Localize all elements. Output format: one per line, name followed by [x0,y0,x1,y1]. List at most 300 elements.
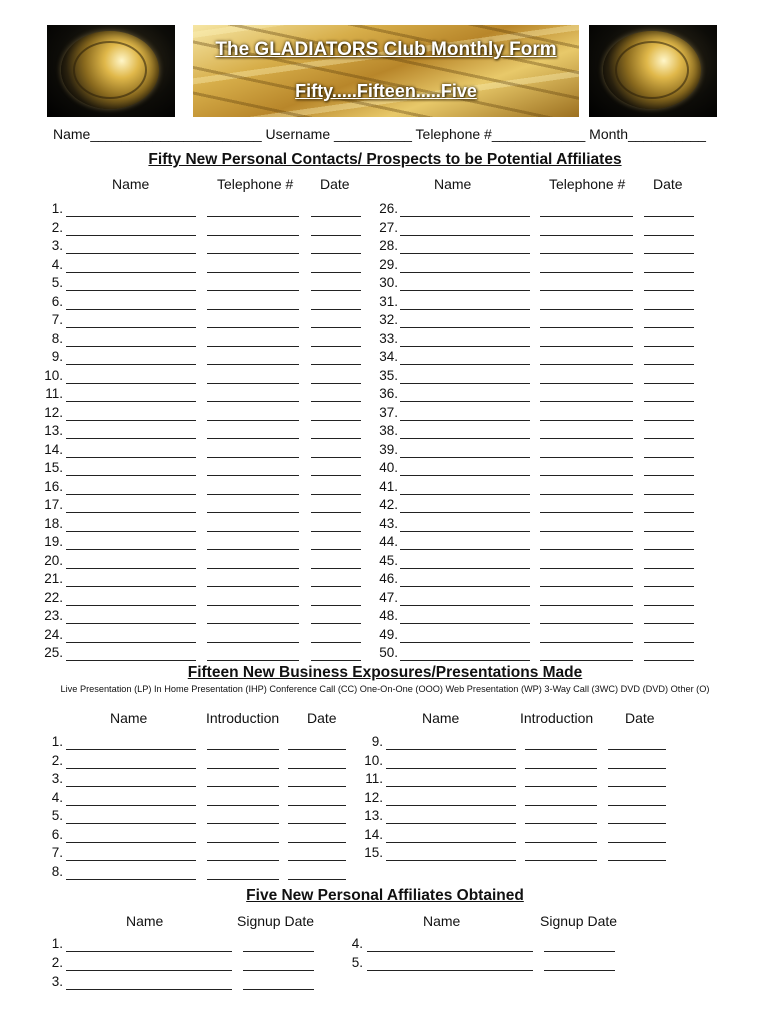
contact-row-blank-name[interactable] [66,531,196,532]
contact-row-blank-second[interactable] [207,216,299,217]
exposure-row-blank-third[interactable] [608,823,666,824]
exposure-row-blank-name[interactable] [66,749,196,750]
contact-row-blank-name[interactable] [400,605,530,606]
contact-row-blank-third[interactable] [311,568,361,569]
contact-row-number: 47. [379,589,398,605]
contact-row-number: 28. [379,238,398,253]
contact-row-blank-second[interactable] [540,549,633,550]
contact-row-blank-name[interactable] [400,346,530,347]
contact-row-blank-name[interactable] [400,290,530,291]
contact-row-blank-third[interactable] [311,586,361,587]
affiliates-title: Five New Personal Affiliates Obtained [246,887,524,904]
exposure-row-number: 15. [364,845,383,860]
contact-row-blank-third[interactable] [311,642,361,643]
contact-row-number: 4. [51,256,63,272]
contact-row-blank-third[interactable] [311,420,361,421]
contact-row-blank-third[interactable] [644,364,694,365]
contact-row-blank-name[interactable] [400,549,530,550]
contact-row-blank-second[interactable] [207,512,299,513]
contact-row-blank-third[interactable] [644,401,694,402]
contact-row-blank-third[interactable] [644,660,694,661]
contact-row-blank-second[interactable] [207,586,299,587]
contact-row-blank-second[interactable] [207,346,299,347]
contact-row-blank-name[interactable] [66,512,196,513]
contact-row-blank-second[interactable] [540,235,633,236]
contact-row-number: 34. [379,349,398,364]
contact-row-blank-name[interactable] [66,420,196,421]
contact-row-blank-second[interactable] [540,586,633,587]
exposure-row-blank-third[interactable] [608,805,666,806]
affiliate-row-blank-second[interactable] [243,989,314,990]
contact-row-number: 33. [379,330,398,346]
affiliate-row-number: 5. [351,955,363,970]
contact-row-blank-second[interactable] [207,272,299,273]
exposure-row-blank-second[interactable] [525,749,597,750]
exposure-row-blank-name[interactable] [386,860,516,861]
contact-row-blank-name[interactable] [400,586,530,587]
contact-row-blank-second[interactable] [540,494,633,495]
contact-row-blank-name[interactable] [400,364,530,365]
affiliates-col-name-right: Name [423,913,461,929]
contact-row-blank-third[interactable] [644,327,694,328]
contact-row-number: 10. [44,367,63,383]
affiliate-row-blank-second[interactable] [544,970,615,971]
exposure-row-blank-third[interactable] [608,786,666,787]
contact-row-blank-name[interactable] [66,216,196,217]
contact-row-number: 25. [44,645,63,660]
affiliate-row-blank-name[interactable] [367,970,533,971]
exposure-row-blank-second[interactable] [207,786,279,787]
contact-row-number: 6. [51,293,63,309]
contact-row-blank-second[interactable] [207,420,299,421]
contact-row-blank-name[interactable] [66,605,196,606]
contact-row-blank-name[interactable] [66,253,196,254]
contact-row-blank-third[interactable] [311,660,361,661]
contact-row-blank-name[interactable] [400,272,530,273]
contact-row-blank-second[interactable] [207,401,299,402]
contact-row-blank-third[interactable] [311,383,361,384]
contact-row-blank-second[interactable] [207,290,299,291]
exposure-row-number: 8. [51,863,63,879]
exposure-legend: Live Presentation (LP) In Home Presentation (IHP) Conference Call (CC) One-On-One (OOO) Web Presentation (WP) 3-Way Call (3WC) DVD (DVD) Other (O) [60,684,710,694]
exposure-row-blank-third[interactable] [288,786,346,787]
contact-row-blank-second[interactable] [540,364,633,365]
form-title: The GLADIATORS Club Monthly Form [215,39,557,60]
contact-row-blank-second[interactable] [207,327,299,328]
contact-row-blank-third[interactable] [644,216,694,217]
contact-row-blank-third[interactable] [644,586,694,587]
affiliates-col-date-left: Signup Date [237,913,315,929]
exposure-row-blank-name[interactable] [386,823,516,824]
exposure-row-blank-second[interactable] [207,823,279,824]
contact-row-blank-name[interactable] [66,346,196,347]
contact-row-blank-third[interactable] [311,475,361,476]
contact-row-blank-third[interactable] [644,568,694,569]
contact-row-blank-second[interactable] [540,568,633,569]
contact-row-number: 7. [51,312,63,327]
contact-row-blank-second[interactable] [540,309,633,310]
exposures-col-date-right: Date [625,710,655,726]
contact-row-blank-third[interactable] [644,512,694,513]
affiliate-row-blank-name[interactable] [66,970,232,971]
contact-row-blank-second[interactable] [207,364,299,365]
contact-row-number: 21. [44,571,63,586]
contact-row-blank-name[interactable] [66,568,196,569]
contact-row-blank-third[interactable] [311,290,361,291]
exposure-row-blank-second[interactable] [207,768,279,769]
exposure-row-blank-third[interactable] [288,860,346,861]
contact-row-blank-name[interactable] [400,383,530,384]
contact-row-blank-name[interactable] [66,660,196,661]
contact-row-number: 11. [45,386,63,401]
exposure-row-number: 3. [51,771,63,786]
contact-row-number: 14. [44,441,63,457]
exposure-row-blank-name[interactable] [66,805,196,806]
exposures-title: Fifteen New Business Exposures/Presentations Made [187,664,583,681]
contact-row-blank-second[interactable] [207,235,299,236]
contact-row-blank-third[interactable] [311,605,361,606]
exposure-row-blank-second[interactable] [525,842,597,843]
exposure-row-number: 6. [51,826,63,842]
contacts-title: Fifty New Personal Contacts/ Prospects to be Potential Affiliates [148,151,622,168]
contact-row-blank-third[interactable] [311,309,361,310]
contact-row-blank-name[interactable] [66,272,196,273]
contact-row-blank-third[interactable] [644,623,694,624]
contact-row-number: 23. [44,608,63,623]
contact-row-blank-name[interactable] [400,512,530,513]
contact-row-number: 49. [379,626,398,642]
exposure-row-blank-name[interactable] [66,786,196,787]
contact-row-number: 45. [379,552,398,568]
affiliates-col-name-left: Name [126,913,164,929]
contact-row-blank-second[interactable] [540,346,633,347]
contact-row-blank-second[interactable] [207,475,299,476]
contact-row-blank-second[interactable] [207,494,299,495]
exposure-row-blank-name[interactable] [386,768,516,769]
exposures-col-date-left: Date [307,710,337,726]
exposures-col-intro-left: Introduction [206,710,280,726]
exposure-row-number: 7. [51,845,63,860]
contact-row-blank-third[interactable] [644,420,694,421]
contact-row-number: 38. [379,423,398,438]
contact-row-blank-name[interactable] [66,457,196,458]
contact-row-number: 13. [44,423,63,438]
contact-row-blank-name[interactable] [66,475,196,476]
contact-row-blank-second[interactable] [540,272,633,273]
contact-row-blank-third[interactable] [311,549,361,550]
contact-row-number: 39. [379,441,398,457]
exposure-row-number: 14. [364,826,383,842]
exposures-col-name-right: Name [422,710,460,726]
exposure-row-number: 11. [365,771,383,786]
contact-row-blank-third[interactable] [644,290,694,291]
contact-row-number: 1. [51,201,63,216]
contact-row-blank-third[interactable] [644,605,694,606]
contact-row-blank-second[interactable] [207,438,299,439]
contact-row-blank-name[interactable] [400,642,530,643]
exposure-row-number: 2. [51,752,63,768]
affiliate-row-blank-name[interactable] [66,989,232,990]
exposure-row-blank-second[interactable] [525,786,597,787]
contact-row-number: 43. [379,515,398,531]
contact-row-blank-name[interactable] [66,494,196,495]
exposure-row-number: 1. [51,734,63,749]
contact-row-number: 24. [44,626,63,642]
contact-row-blank-second[interactable] [540,290,633,291]
contact-row-blank-name[interactable] [400,475,530,476]
contact-row-blank-third[interactable] [311,364,361,365]
contact-row-blank-third[interactable] [644,438,694,439]
contact-row-blank-second[interactable] [540,623,633,624]
contact-row-blank-name[interactable] [400,531,530,532]
contact-row-number: 16. [44,478,63,494]
contact-row-blank-name[interactable] [400,420,530,421]
contact-row-number: 5. [51,275,63,290]
contact-row-number: 36. [379,386,398,401]
contact-row-number: 32. [379,312,398,327]
contact-row-blank-third[interactable] [644,457,694,458]
contact-row-blank-name[interactable] [66,401,196,402]
contact-row-blank-second[interactable] [207,642,299,643]
contact-row-blank-name[interactable] [66,235,196,236]
contact-row-blank-second[interactable] [540,512,633,513]
contact-row-blank-name[interactable] [66,586,196,587]
contact-row-blank-second[interactable] [540,327,633,328]
contact-row-blank-name[interactable] [400,660,530,661]
contact-row-blank-second[interactable] [540,531,633,532]
contact-row-blank-name[interactable] [400,327,530,328]
contacts-col-name-right: Name [434,176,472,192]
contact-row-blank-name[interactable] [400,623,530,624]
exposure-row-blank-second[interactable] [525,823,597,824]
contact-row-blank-third[interactable] [644,531,694,532]
exposure-row-blank-third[interactable] [288,879,346,880]
contact-row-blank-name[interactable] [400,438,530,439]
contact-row-blank-third[interactable] [311,623,361,624]
contact-row-number: 35. [379,367,398,383]
affiliate-row-number: 2. [51,955,63,970]
contact-row-number: 40. [379,460,398,475]
affiliate-row-blank-name[interactable] [367,951,533,952]
contact-row-blank-name[interactable] [400,494,530,495]
contact-row-blank-name[interactable] [66,438,196,439]
contact-row-blank-second[interactable] [540,383,633,384]
contact-row-blank-second[interactable] [540,401,633,402]
contact-row-blank-second[interactable] [207,568,299,569]
exposure-row-number: 10. [364,752,383,768]
contact-row-blank-second[interactable] [207,457,299,458]
contact-row-blank-second[interactable] [207,531,299,532]
contact-row-number: 31. [379,293,398,309]
exposure-row-blank-third[interactable] [288,823,346,824]
contacts-col-phone-left: Telephone # [217,176,294,192]
month-label: Month [589,126,629,142]
contact-row-number: 44. [379,534,398,549]
contact-row-blank-third[interactable] [311,216,361,217]
form-subtitle: Fifty.....Fifteen.....Five [295,81,477,101]
exposure-row-blank-third[interactable] [608,768,666,769]
contact-row-blank-name[interactable] [400,216,530,217]
contact-row-blank-second[interactable] [207,253,299,254]
contact-row-blank-third[interactable] [311,531,361,532]
contact-row-number: 15. [44,460,63,475]
contacts-col-phone-right: Telephone # [549,176,626,192]
contact-row-number: 29. [379,256,398,272]
contact-row-blank-name[interactable] [400,568,530,569]
affiliate-row-number: 3. [51,974,63,989]
exposure-row-blank-name[interactable] [386,786,516,787]
name-label: Name [53,126,91,142]
contact-row-blank-second[interactable] [207,549,299,550]
contact-row-blank-second[interactable] [540,605,633,606]
header-banner [193,25,579,117]
contact-row-number: 12. [44,404,63,420]
contact-row-number: 41. [379,478,398,494]
contact-row-number: 50. [379,645,398,660]
affiliates-col-date-right: Signup Date [540,913,618,929]
contact-row-number: 8. [51,330,63,346]
contact-row-blank-second[interactable] [540,457,633,458]
contact-row-blank-name[interactable] [66,327,196,328]
exposure-row-blank-third[interactable] [288,768,346,769]
affiliate-row-blank-second[interactable] [243,970,314,971]
contact-row-blank-name[interactable] [400,401,530,402]
contact-row-blank-name[interactable] [66,364,196,365]
exposure-row-blank-name[interactable] [386,749,516,750]
exposure-row-blank-second[interactable] [207,879,279,880]
exposure-row-blank-third[interactable] [608,860,666,861]
contact-row-blank-third[interactable] [644,272,694,273]
contact-row-number: 3. [51,238,63,253]
affiliate-row-number: 1. [51,936,63,951]
exposures-col-name-left: Name [110,710,148,726]
contact-row-number: 22. [44,589,63,605]
contact-row-number: 17. [44,497,63,512]
contact-row-blank-third[interactable] [311,346,361,347]
contact-row-blank-name[interactable] [66,290,196,291]
contact-row-blank-second[interactable] [540,642,633,643]
exposure-row-blank-second[interactable] [207,805,279,806]
affiliate-row-number: 4. [351,936,363,951]
contact-row-blank-third[interactable] [644,475,694,476]
exposure-row-blank-name[interactable] [66,823,196,824]
contact-row-number: 18. [44,515,63,531]
contact-row-blank-name[interactable] [400,457,530,458]
contact-row-blank-third[interactable] [644,253,694,254]
exposure-row-number: 13. [364,808,383,823]
exposure-row-blank-second[interactable] [525,768,597,769]
contact-row-blank-second[interactable] [540,216,633,217]
contact-row-blank-second[interactable] [540,660,633,661]
contact-row-number: 30. [379,275,398,290]
contact-row-blank-second[interactable] [207,623,299,624]
exposure-row-number: 4. [51,789,63,805]
exposure-row-blank-name[interactable] [386,805,516,806]
contact-row-blank-third[interactable] [644,309,694,310]
contact-row-blank-third[interactable] [644,549,694,550]
contact-row-blank-third[interactable] [311,457,361,458]
contact-row-blank-name[interactable] [66,623,196,624]
contact-row-blank-second[interactable] [540,475,633,476]
exposure-row-blank-name[interactable] [66,842,196,843]
contact-row-number: 27. [379,219,398,235]
contacts-col-date-left: Date [320,176,350,192]
exposure-row-blank-name[interactable] [386,842,516,843]
exposure-row-blank-third[interactable] [288,805,346,806]
contact-row-blank-third[interactable] [311,512,361,513]
contact-row-blank-second[interactable] [207,309,299,310]
contact-row-number: 9. [51,349,63,364]
exposure-row-number: 12. [364,789,383,805]
affiliate-row-blank-name[interactable] [66,951,232,952]
contact-row-blank-name[interactable] [66,309,196,310]
contact-row-blank-name[interactable] [400,253,530,254]
contact-row-blank-name[interactable] [400,309,530,310]
contact-row-blank-third[interactable] [311,235,361,236]
affiliate-row-blank-second[interactable] [544,951,615,952]
exposure-row-blank-name[interactable] [66,879,196,880]
contact-row-blank-name[interactable] [66,642,196,643]
affiliate-row-blank-second[interactable] [243,951,314,952]
contact-row-blank-second[interactable] [540,253,633,254]
contact-row-blank-name[interactable] [66,383,196,384]
contact-row-blank-third[interactable] [644,383,694,384]
contact-row-number: 2. [51,219,63,235]
exposure-row-blank-third[interactable] [288,749,346,750]
contact-row-number: 20. [44,552,63,568]
exposure-row-blank-second[interactable] [207,842,279,843]
exposure-row-blank-second[interactable] [525,860,597,861]
contact-row-blank-third[interactable] [644,494,694,495]
contact-row-blank-name[interactable] [400,235,530,236]
contact-row-number: 42. [379,497,398,512]
telephone-label: Telephone # [415,126,492,142]
contact-row-number: 19. [44,534,63,549]
contact-row-blank-third[interactable] [311,327,361,328]
contact-row-blank-second[interactable] [207,383,299,384]
coin-image-left [47,25,175,117]
contact-row-blank-third[interactable] [311,401,361,402]
contact-row-blank-third[interactable] [311,494,361,495]
username-label: Username [265,126,331,142]
exposure-row-blank-third[interactable] [288,842,346,843]
exposure-row-blank-third[interactable] [608,842,666,843]
contact-row-blank-third[interactable] [644,346,694,347]
coin-image-right [589,25,717,117]
contact-row-blank-second[interactable] [207,660,299,661]
info-line: Name______________________ Username __________ Telephone #____________ Month__________ [53,126,706,142]
contact-row-blank-third[interactable] [311,253,361,254]
exposure-row-blank-second[interactable] [207,749,279,750]
exposure-row-blank-second[interactable] [525,805,597,806]
contact-row-blank-second[interactable] [207,605,299,606]
contact-row-number: 48. [379,608,398,623]
contact-row-blank-third[interactable] [644,235,694,236]
exposure-row-blank-name[interactable] [66,768,196,769]
contact-row-number: 26. [379,201,398,216]
contact-row-blank-third[interactable] [644,642,694,643]
contact-row-blank-second[interactable] [540,438,633,439]
contact-row-blank-name[interactable] [66,549,196,550]
exposure-row-number: 9. [371,734,383,749]
contacts-col-date-right: Date [653,176,683,192]
exposure-row-blank-name[interactable] [66,860,196,861]
exposure-row-blank-second[interactable] [207,860,279,861]
contact-row-blank-third[interactable] [311,272,361,273]
exposure-row-blank-third[interactable] [608,749,666,750]
contact-row-blank-second[interactable] [540,420,633,421]
contact-row-blank-third[interactable] [311,438,361,439]
